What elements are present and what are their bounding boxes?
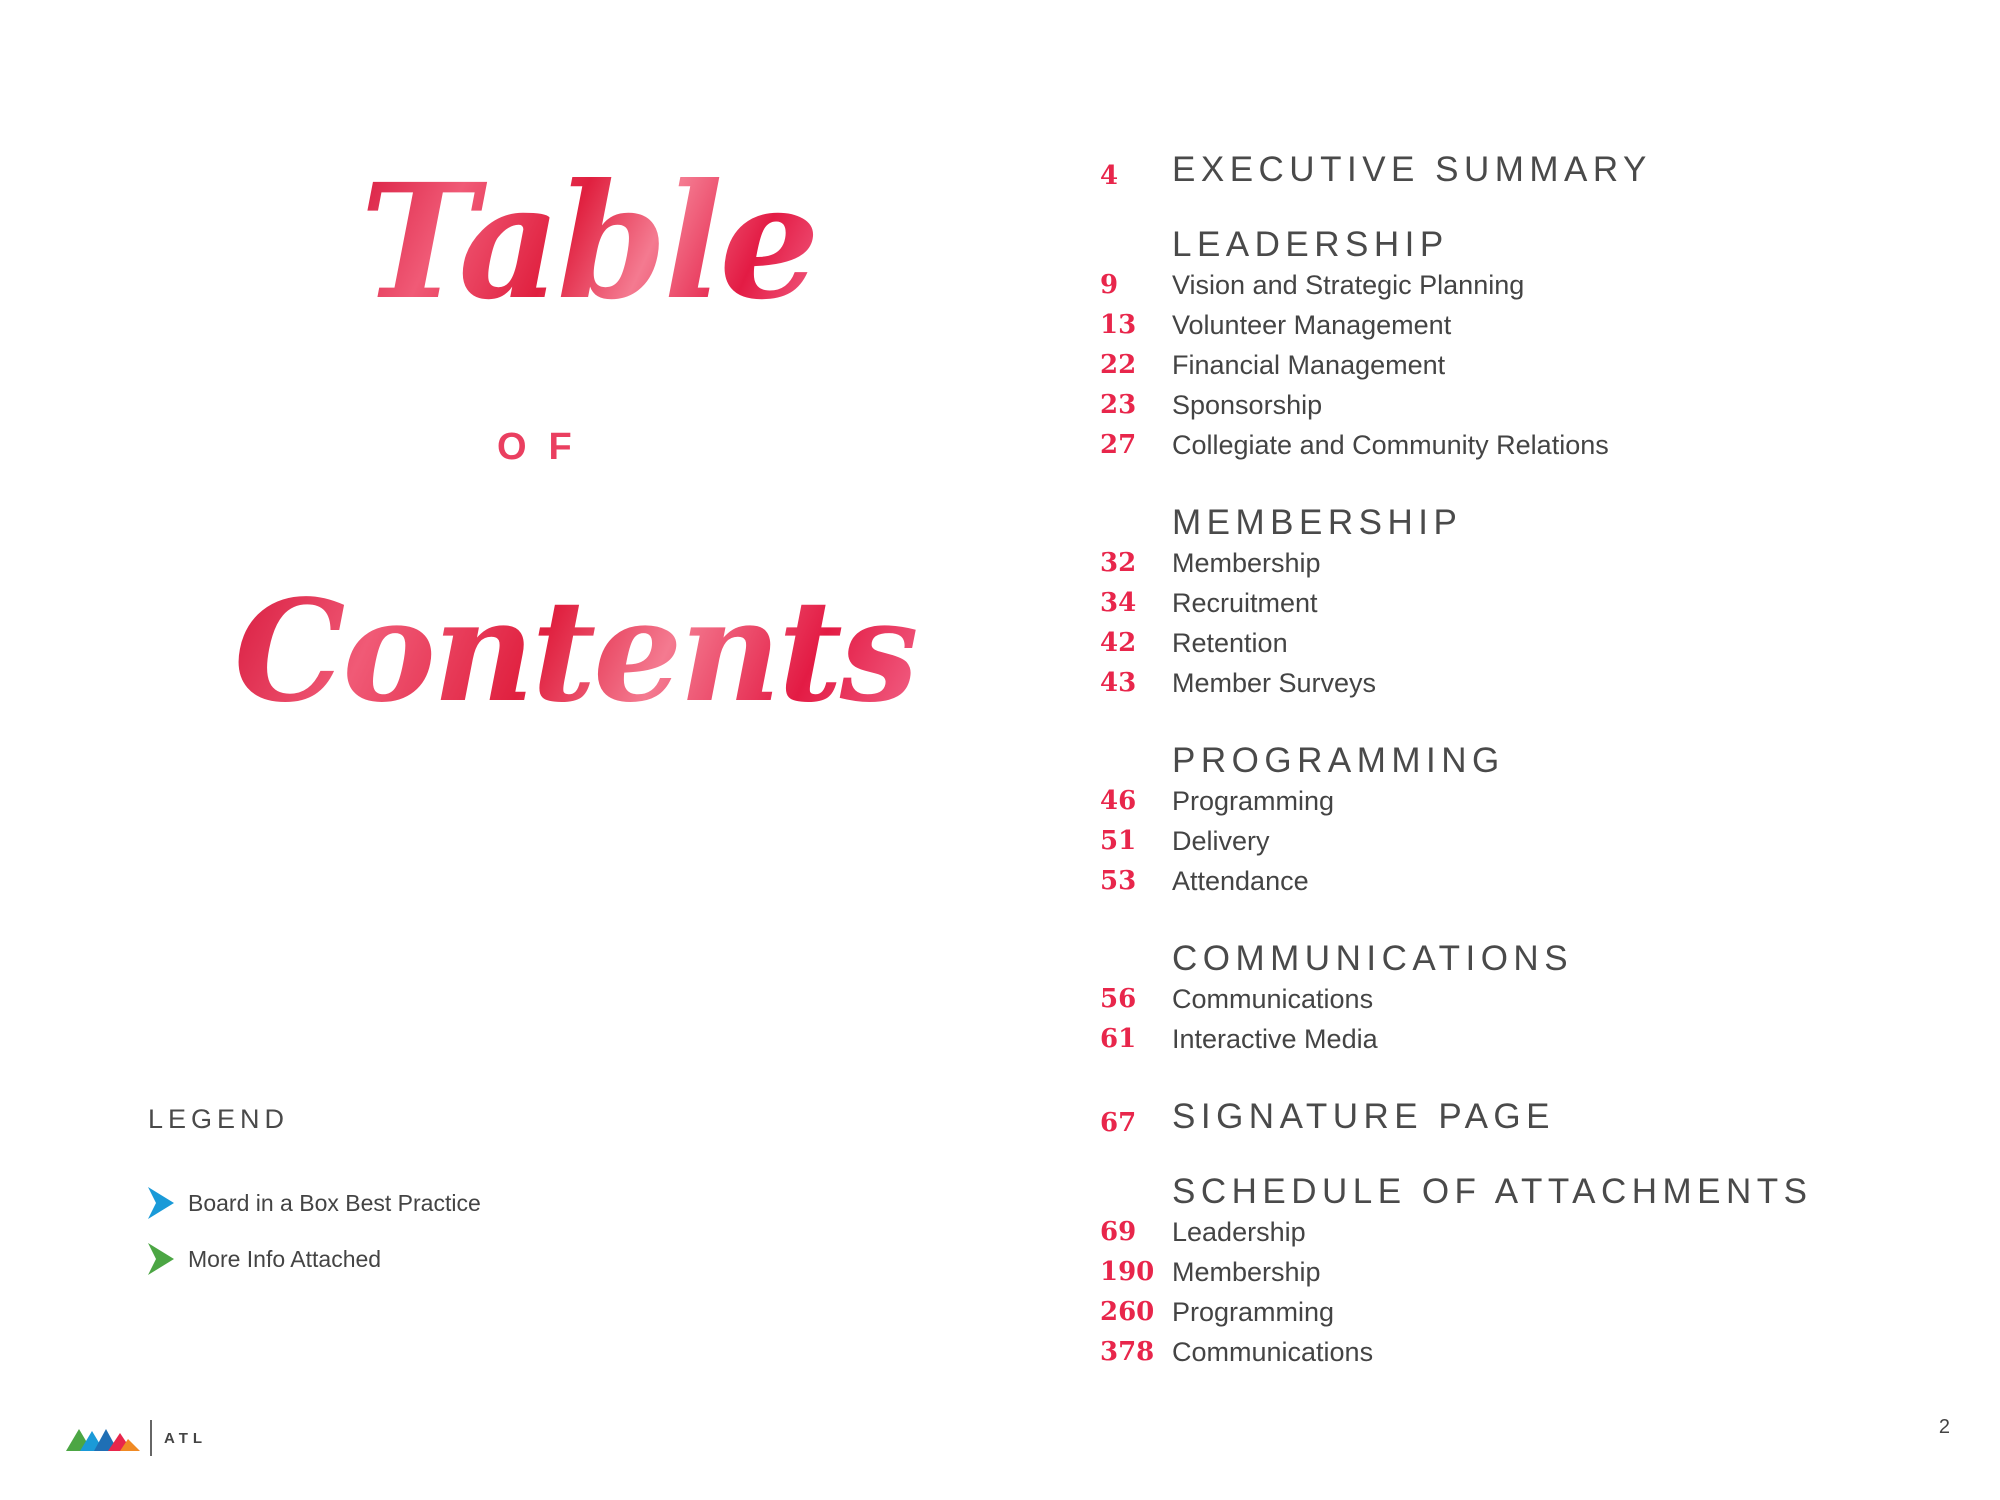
page-number-footer: 2 <box>1938 1416 1950 1438</box>
toc-item-label: Retention <box>1172 628 1288 658</box>
toc-item[interactable] <box>1100 583 1960 623</box>
toc-item[interactable] <box>1100 1212 1960 1252</box>
page-number: 61 <box>1100 1024 1137 1054</box>
toc-item-label: Programming <box>1172 786 1335 816</box>
toc-item[interactable] <box>1100 861 1960 901</box>
title-table: Table <box>360 150 816 335</box>
legend-item-more-info <box>148 1243 381 1275</box>
section-heading: EXECUTIVE SUMMARY <box>1172 150 1652 189</box>
toc-item[interactable] <box>1100 1292 1960 1332</box>
toc-item[interactable] <box>1100 821 1960 861</box>
page-number: 4 <box>1100 161 1119 191</box>
legend-title: LEGEND <box>148 1104 290 1134</box>
page-number: 190 <box>1100 1257 1155 1287</box>
title-block <box>0 0 1090 760</box>
toc-section-membership[interactable] <box>1100 503 1960 543</box>
toc-item[interactable] <box>1100 543 1960 583</box>
page-number: 22 <box>1100 350 1137 380</box>
toc-item[interactable] <box>1100 1252 1960 1292</box>
toc-item-label: Communications <box>1172 1337 1374 1367</box>
toc-item[interactable] <box>1100 663 1960 703</box>
toc-item[interactable] <box>1100 265 1960 305</box>
toc-item-label: Communications <box>1172 984 1374 1014</box>
page-number: 69 <box>1100 1217 1137 1247</box>
toc-item-label: Member Surveys <box>1172 668 1377 698</box>
mountains-logo-icon <box>66 1425 140 1451</box>
table-of-contents <box>1100 150 1960 1372</box>
toc-item-label: Leadership <box>1172 1217 1306 1247</box>
toc-item[interactable] <box>1100 425 1960 465</box>
logo-text: ATL <box>164 1429 208 1447</box>
legend-label: Board in a Box Best Practice <box>188 1189 481 1216</box>
toc-item-label: Sponsorship <box>1172 390 1323 420</box>
toc-section-attachments[interactable] <box>1100 1172 1960 1212</box>
toc-section-communications[interactable] <box>1100 939 1960 979</box>
toc-item[interactable] <box>1100 623 1960 663</box>
toc-item-label: Volunteer Management <box>1172 310 1452 340</box>
page-number: 9 <box>1100 270 1119 300</box>
toc-item-label: Membership <box>1172 548 1321 578</box>
page-number: 32 <box>1100 548 1137 578</box>
page-number: 260 <box>1100 1297 1155 1327</box>
logo-divider <box>150 1420 152 1456</box>
section-heading: PROGRAMMING <box>1172 741 1505 780</box>
page-number: 43 <box>1100 668 1137 698</box>
toc-item-label: Attendance <box>1172 866 1309 896</box>
toc-section-leadership[interactable] <box>1100 225 1960 265</box>
page-number: 46 <box>1100 786 1137 816</box>
ama-atl-logo <box>66 1420 207 1456</box>
toc-item[interactable] <box>1100 1332 1960 1372</box>
legend-label: More Info Attached <box>188 1245 382 1272</box>
toc-item-label: Programming <box>1172 1297 1335 1327</box>
toc-item-label: Vision and Strategic Planning <box>1172 270 1525 300</box>
section-heading: SCHEDULE OF ATTACHMENTS <box>1172 1172 1813 1211</box>
toc-item[interactable] <box>1100 979 1960 1019</box>
page-number: 34 <box>1100 588 1137 618</box>
page-number: 13 <box>1100 310 1137 340</box>
title-contents: Contents <box>234 570 916 734</box>
toc-item[interactable] <box>1100 1019 1960 1059</box>
chevron-right-icon <box>148 1187 174 1219</box>
toc-item[interactable] <box>1100 305 1960 345</box>
section-heading: COMMUNICATIONS <box>1172 939 1574 978</box>
section-heading: MEMBERSHIP <box>1172 503 1463 542</box>
page-number: 378 <box>1100 1337 1155 1367</box>
toc-item[interactable] <box>1100 385 1960 425</box>
toc-item[interactable] <box>1100 345 1960 385</box>
page-number: 67 <box>1100 1108 1137 1138</box>
page-number: 51 <box>1100 826 1137 856</box>
page-number: 53 <box>1100 866 1137 896</box>
page-number: 42 <box>1100 628 1137 658</box>
page-number: 23 <box>1100 390 1137 420</box>
toc-item-label: Collegiate and Community Relations <box>1172 430 1609 460</box>
toc-section-signature-page[interactable] <box>1100 1097 1960 1137</box>
section-heading: SIGNATURE PAGE <box>1172 1097 1555 1136</box>
title-of: OF <box>497 426 594 468</box>
toc-item-label: Interactive Media <box>1172 1024 1378 1054</box>
toc-item-label: Recruitment <box>1172 588 1318 618</box>
section-heading: LEADERSHIP <box>1172 225 1449 264</box>
page-number: 56 <box>1100 984 1137 1014</box>
toc-item-label: Financial Management <box>1172 350 1446 380</box>
toc-item[interactable] <box>1100 781 1960 821</box>
chevron-right-icon <box>148 1243 174 1275</box>
legend-item-best-practice <box>148 1187 481 1219</box>
toc-item-label: Membership <box>1172 1257 1321 1287</box>
toc-section-executive-summary[interactable] <box>1100 150 1960 190</box>
toc-section-programming[interactable] <box>1100 741 1960 781</box>
toc-item-label: Delivery <box>1172 826 1270 856</box>
page-number: 27 <box>1100 430 1137 460</box>
